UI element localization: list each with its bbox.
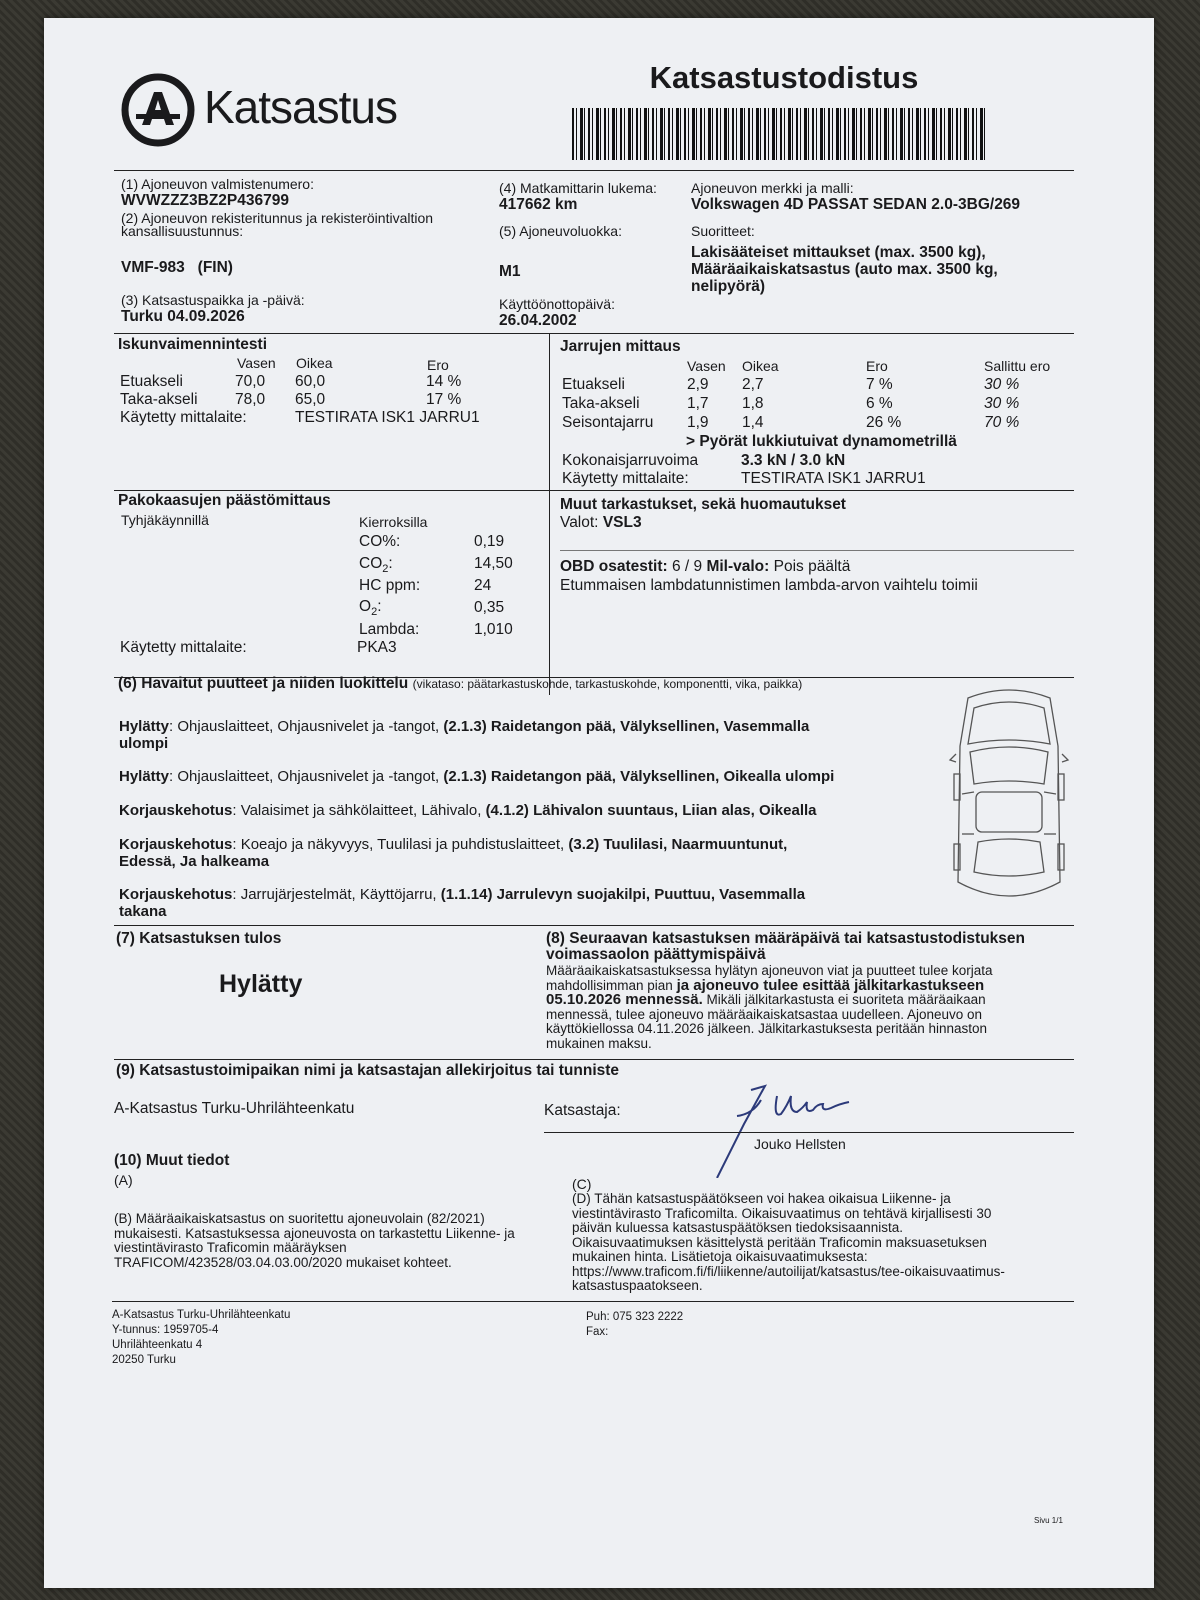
shock-header-ero: Ero <box>427 357 449 373</box>
brakes-row-label: Taka-akseli <box>562 395 640 412</box>
emission-value-lambda: 1,010 <box>474 621 513 638</box>
emission-label-lambda: Lambda: <box>359 621 420 638</box>
next-text: Määräaikaiskatsastuksessa hylätyn ajoneuvon viat ja puutteet tulee korjata mahdollisimman pian ja ajoneuvo tulee esittää jälkitarkastukseen 05.10.2026 mennessä. Mikäli jälkitarkastusta ei suoriteta määräaikaan mennessä, tulee ajoneuvo määräaikaiskatsastaa uudelleen. Ajoneuvo on käyttökiellossa 04.11.2026 jälkeen. Jälkitarkastuksesta peritään hinnaston mukainen maksu. <box>546 963 993 1051</box>
shock-row-label: Taka-akseli <box>120 391 198 408</box>
brakes-row-oikea: 1,4 <box>742 414 764 431</box>
place-value: Turku 04.09.2026 <box>121 308 245 325</box>
brakes-device-value: TESTIRATA ISK1 JARRU1 <box>741 470 926 487</box>
barcode <box>572 108 988 160</box>
station-title: (9) Katsastustoimipaikan nimi ja katsastajan allekirjoitus tai tunniste <box>116 1062 620 1079</box>
shock-row-oikea: 65,0 <box>295 391 326 408</box>
station-name: A-Katsastus Turku-Uhrilähteenkatu <box>114 1100 355 1117</box>
reg-label-1: (2) Ajoneuvon rekisteritunnus ja rekisteröintivaltion <box>121 210 434 226</box>
inspector-name: Jouko Hellsten <box>754 1136 846 1152</box>
brakes-header-oikea: Oikea <box>742 358 779 374</box>
brakes-total-value: 3.3 kN / 3.0 kN <box>741 452 846 469</box>
defect-item: Hylätty: Ohjauslaitteet, Ohjausnivelet ja -tangot, (2.1.3) Raidetangon pää, Välyksellinen, Vasemmalla ulompi <box>119 718 810 752</box>
other-info-title: (10) Muut tiedot <box>114 1152 230 1169</box>
emissions-title: Pakokaasujen päästömittaus <box>118 492 331 509</box>
brakes-row-label: Etuakseli <box>562 376 625 393</box>
signature <box>699 1078 869 1178</box>
defect-item: Korjauskehotus: Koeajo ja näkyvyys, Tuulilasi ja puhdistuslaitteet, (3.2) Tuulilasi, Naarmuuntunut, Edessä, Ja halkeama <box>119 836 788 870</box>
other-info-a: (A) <box>114 1172 133 1188</box>
brakes-note: > Pyörät lukkiutuivat dynamometrillä <box>686 433 957 450</box>
next-title-2: voimassaolon päättymispäivä <box>546 946 766 963</box>
page-number: Sivu 1/1 <box>1034 1516 1063 1525</box>
brakes-row-vasen: 1,9 <box>687 414 709 431</box>
brakes-row-oikea: 1,8 <box>742 395 764 412</box>
brakes-header-allowed: Sallittu ero <box>984 358 1051 374</box>
performed-label: Suoritteet: <box>691 223 755 239</box>
defects-title: (6) Havaitut puutteet ja niiden luokittelu (vikataso: päätarkastuskohde, tarkastuskohde, komponentti, vika, paikka) <box>118 675 803 692</box>
shock-device-label: Käytetty mittalaite: <box>120 409 247 426</box>
shock-row-ero: 14 % <box>426 373 462 390</box>
footer-contact: Puh: 075 323 2222 Fax: <box>586 1311 684 1338</box>
logo-text: Katsastus <box>204 81 397 133</box>
intro-date-value: 26.04.2002 <box>499 312 577 329</box>
performed-line-2: Määräaikaiskatsastus (auto max. 3500 kg, <box>691 261 998 278</box>
shock-header-vasen: Vasen <box>237 355 276 371</box>
intro-date-label: Käyttöönottopäivä: <box>499 296 615 312</box>
emissions-idle-label: Tyhjäkäynnillä <box>121 512 209 528</box>
vin-label: (1) Ajoneuvon valmistenumero: <box>121 176 314 192</box>
emission-label-hc: HC ppm: <box>359 577 421 594</box>
logo <box>120 72 410 152</box>
other-info-c: (C) <box>572 1176 592 1192</box>
shock-row-oikea: 60,0 <box>295 373 326 390</box>
lambda-note: Etummaisen lambdatunnistimen lambda-arvon vaihtelu toimii <box>560 577 978 594</box>
shock-row-vasen: 70,0 <box>235 373 266 390</box>
emission-label-co2: $CO_2$: <box>359 555 393 576</box>
logo-mark-icon <box>120 72 196 148</box>
shock-device-value: TESTIRATA ISK1 JARRU1 <box>295 409 480 426</box>
next-title-1: (8) Seuraavan katsastuksen määräpäivä tai katsastustodistuksen <box>546 930 1026 947</box>
class-value: M1 <box>499 263 521 280</box>
place-label: (3) Katsastuspaikka ja -päivä: <box>121 292 305 308</box>
emission-label-co: CO%: <box>359 533 401 550</box>
brakes-row-oikea: 2,7 <box>742 376 764 393</box>
reg-value: VMF-983 (FIN) <box>121 259 233 276</box>
other-info-d: (D) Tähän katsastuspäätökseen voi hakea oikaisua Liikenne- ja viestintävirasto Traficomilta. Oikaisuvaatimus on tehtävä kirjallisesti 30 päivän kuluessa katsastuspäätöksen tiedoksisaannista. Oikaisuvaatimuksen käsittelystä peritään Traficomin maksuasetuksen mukainen hinta. Lisätietoja oikaisuvaatimuksesta: https://www.traficom.fi/fi/liikenne/autoilijat/katsastus/tee-oikaisuvaatimus- katsastuspaatokseen. <box>572 1191 1005 1293</box>
brakes-row-ero: 7 % <box>866 376 893 393</box>
brakes-title: Jarrujen mittaus <box>560 338 681 355</box>
reg-label-2: kansallisuustunnus: <box>121 223 244 239</box>
brakes-row-allowed: 30 % <box>984 376 1020 393</box>
other-checks-title: Muut tarkastukset, sekä huomautukset <box>560 496 846 513</box>
brakes-row-vasen: 2,9 <box>687 376 709 393</box>
emissions-device-label: Käytetty mittalaite: <box>120 639 247 656</box>
defect-item: Korjauskehotus: Jarrujärjestelmät, Käyttöjarru, (1.1.14) Jarrulevyn suojakilpi, Puuttuu, Vasemmalla takana <box>119 886 806 920</box>
odometer-value: 417662 km <box>499 196 578 213</box>
brakes-total-label: Kokonaisjarruvoima <box>562 452 699 469</box>
performed-line-1: Lakisääteiset mittaukset (max. 3500 kg), <box>691 244 986 261</box>
shock-row-vasen: 78,0 <box>235 391 266 408</box>
shock-title: Iskunvaimennintesti <box>118 336 268 353</box>
defect-item: Korjauskehotus: Valaisimet ja sähkölaitteet, Lähivalo, (4.1.2) Lähivalon suuntaus, Liian alas, Oikealla <box>119 802 817 819</box>
document-title: Katsastustodistus <box>649 60 919 95</box>
lights-line: Valot: VSL3 <box>560 514 642 531</box>
shock-row-label: Etuakseli <box>120 373 183 390</box>
other-info-b: (B) Määräaikaiskatsastus on suoritettu ajoneuvolain (82/2021) mukaisesti. Katsastuksessa ajoneuvosta on tarkastettu Liikenne- ja viestintävirasto Traficomin määräyksen TRAFICOM/423528/03.04.03.00/2020 mukaiset kohteet. <box>114 1211 515 1270</box>
vin-value: WVWZZZ3BZ2P436799 <box>121 192 289 209</box>
brakes-header-vasen: Vasen <box>687 358 726 374</box>
shock-row-ero: 17 % <box>426 391 462 408</box>
brakes-row-allowed: 70 % <box>984 414 1020 431</box>
emission-value-co2: 14,50 <box>474 555 513 572</box>
emission-value-co: 0,19 <box>474 533 505 550</box>
class-label: (5) Ajoneuvoluokka: <box>499 223 622 239</box>
brakes-row-label: Seisontajarru <box>562 414 654 431</box>
brakes-row-ero: 26 % <box>866 414 902 431</box>
performed-line-3: nelipyörä) <box>691 278 766 295</box>
emission-label-o2: $O_2$: <box>359 598 382 619</box>
inspector-label: Katsastaja: <box>544 1102 621 1119</box>
inspection-certificate <box>44 18 1154 1588</box>
brakes-row-ero: 6 % <box>866 395 893 412</box>
emissions-rpm-label: Kierroksilla <box>359 514 428 530</box>
emissions-device-value: PKA3 <box>357 639 397 656</box>
brakes-row-allowed: 30 % <box>984 395 1020 412</box>
result-title: (7) Katsastuksen tulos <box>116 930 282 947</box>
brakes-row-vasen: 1,7 <box>687 395 709 412</box>
brakes-device-label: Käytetty mittalaite: <box>562 470 689 487</box>
make-value: Volkswagen 4D PASSAT SEDAN 2.0-3BG/269 <box>691 196 1021 213</box>
emission-value-o2: 0,35 <box>474 599 505 616</box>
odometer-label: (4) Matkamittarin lukema: <box>499 180 657 196</box>
result-value: Hylätty <box>219 970 303 998</box>
brakes-header-ero: Ero <box>866 358 888 374</box>
obd-line: OBD osatestit: 6 / 9 Mil-valo: Pois päältä <box>560 558 851 575</box>
shock-header-oikea: Oikea <box>296 355 333 371</box>
make-label: Ajoneuvon merkki ja malli: <box>691 180 854 196</box>
car-diagram-icon <box>948 684 1070 916</box>
emission-value-hc: 24 <box>474 577 492 594</box>
defect-item: Hylätty: Ohjauslaitteet, Ohjausnivelet ja -tangot, (2.1.3) Raidetangon pää, Välyksellinen, Oikealla ulompi <box>119 768 835 785</box>
footer-address: A-Katsastus Turku-Uhrilähteenkatu Y-tunnus: 1959705-4 Uhrilähteenkatu 4 20250 Turku <box>112 1309 291 1366</box>
